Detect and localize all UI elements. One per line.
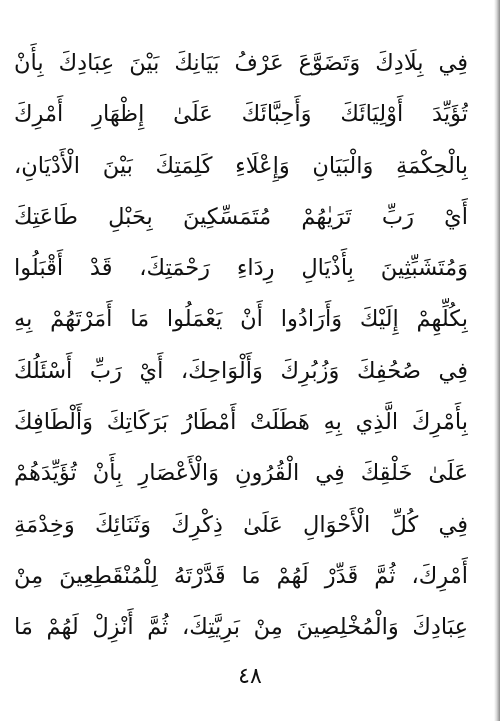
text-line: تُؤَيِّدَ أَوْلِيَائَكَ وَأَحِبَّائَكَ عَلَىٰ إِظْهَارِ أَمْرِكَ	[14, 101, 468, 128]
text-line: فِي كُلِّ الْأَحْوَالِ عَلَىٰ ذِكْرِكَ وَثَنَائِكَ وَخِدْمَةِ	[14, 511, 468, 538]
text-line: أَمْرِكَ، ثُمَّ قَدِّرْ لَهُمْ مَا قَدَّرْتَهُ لِلْمُنْقَطِعِينَ مِنْ	[14, 562, 468, 589]
text-line: أَيْ رَبِّ تَرَيٰهُمْ مُتَمَسِّكِينَ بِحَبْلِ طَاعَتِكَ	[14, 203, 468, 230]
text-line: بِأَمْرِكَ الَّذِي بِهِ هَطَلَتْ أَمْطَارُ بَرَكَاتِكَ وَأَلْطَافِكَ	[14, 409, 468, 436]
arabic-text-block	[14, 38, 468, 654]
text-line: فِي بِلَادِكَ وَتَضَوَّعَ عَرْفُ بَيَانِكَ بَيْنَ عِبَادِكَ بِأَنْ	[14, 50, 468, 76]
text-line: فِي صُحُفِكَ وَزُبُرِكَ وَأَلْوَاحِكَ، أَيْ رَبِّ أَسْئَلُكَ	[14, 357, 468, 384]
text-line: وَمُتَشَبِّثِينَ بِأَذْيَالِ رِدَاءِ رَحْمَتِكَ، قَدْ أَقْبَلُوا	[14, 255, 468, 282]
page-number: ٤٨	[238, 664, 262, 689]
text-line: بِكُلِّهِمْ إِلَيْكَ وَأَرَادُوا أَنْ يَعْمَلُوا مَا أَمَرْتَهُمْ بِهِ	[14, 306, 468, 333]
text-line: عَلَىٰ خَلْقِكَ فِي الْقُرُونِ وَالْأَعْصَارِ بِأَنْ تُؤَيِّدَهُمْ	[14, 460, 468, 487]
text-line: بِالْحِكْمَةِ وَالْبَيَانِ وَإِعْلَاءِ كَلِمَتِكَ بَيْنَ الْأَدْيَانِ،	[14, 152, 468, 179]
page-edge-shadow	[494, 0, 500, 721]
text-line: عِبَادِكَ وَالْمُخْلِصِينَ مِنْ بَرِيَّتِكَ، ثُمَّ أَنْزِلْ لَهُمْ مَا	[14, 614, 468, 641]
